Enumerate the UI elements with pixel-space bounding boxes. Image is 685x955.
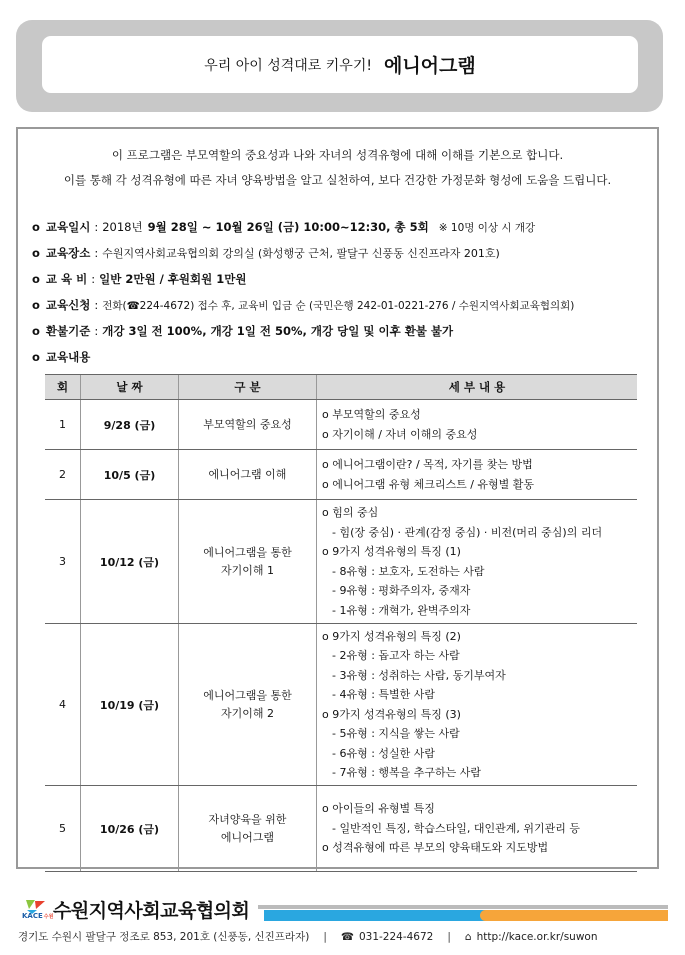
footer-stripe-gray [258,905,668,909]
detail-line: o 아이들의 유형별 특징 [322,802,435,816]
phone-icon: ☎ [340,930,354,943]
info-place [32,240,647,266]
detail-line: - 5유형 : 지식을 쌓는 사람 [332,727,460,740]
table-row [45,786,637,872]
row-category-line: 에니어그램을 통한 [203,545,292,559]
row-details [317,400,638,450]
logo-sub-text: 수원 [43,913,54,920]
intro-line-1: 이 프로그램은 부모역할의 중요성과 나와 자녀의 성격유형에 대해 이해를 기본으로 합니다. [111,148,564,162]
row-category [179,400,317,450]
title-subtitle: 우리 아이 성격대로 키우기! [204,57,372,74]
detail-line: - 9유형 : 평화주의자, 중재자 [332,584,471,597]
row-details [317,500,638,624]
table-row [45,450,637,500]
detail-line: - 7유형 : 행복을 추구하는 사람 [332,766,482,779]
info-bullet: o [32,298,40,312]
schedule-body [45,400,637,872]
org-name: 수원지역사회교육협의회 [53,900,250,922]
detail-line: o 에니어그램 유형 체크리스트 / 유형별 활동 [322,477,535,491]
info-place-value: 수원지역사회교육협의회 강의실 (화성행궁 근처, 팔달구 신풍동 신진프라자 201호) [102,247,500,260]
row-category-line: 자기이해 2 [221,706,274,720]
table-row [45,624,637,786]
table-row [45,500,637,624]
row-number: 2 [45,450,81,500]
row-number: 5 [45,786,81,872]
row-category-line: 에니어그램 [220,830,275,844]
info-period-year: 2018년 [102,220,143,234]
detail-line: o 9가지 성격유형의 특징 (1) [322,545,461,558]
row-details [317,786,638,872]
row-date: 10/5 (금) [81,450,179,500]
row-category-line: 자기이해 1 [221,563,274,577]
kace-logo-icon [22,898,54,922]
row-date: 9/28 (금) [81,400,179,450]
footer-separator: | [323,930,327,943]
header-no: 회 [45,375,81,400]
detail-line: o 자기이해 / 자녀 이해의 중요성 [322,427,478,441]
info-period [32,214,647,240]
detail-line: - 8유형 : 보호자, 도전하는 사람 [332,564,485,578]
info-apply [32,292,647,318]
info-bullet: o [32,272,40,286]
row-number: 1 [45,400,81,450]
detail-line: - 6유형 : 성실한 사람 [332,746,436,760]
detail-line: - 1유형 : 개혁가, 완벽주의자 [332,603,471,617]
footer-stripe-orange [480,910,668,921]
row-category-line: 에니어그램을 통한 [203,688,292,702]
detail-line: o 에니어그램이란? / 목적, 자기를 찾는 방법 [322,458,533,471]
info-content-label: 교육내용 [45,350,91,364]
info-bullet: o [32,350,40,364]
info-bullet: o [32,246,40,260]
row-category-line: 에니어그램 이해 [208,467,287,481]
row-category-line: 부모역할의 중요성 [203,417,292,431]
info-apply-value: 전화(☎224-4672) 접수 후, 교육비 입금 순 (국민은행 242-01-0221-276 / 수원지역사회교육협의회) [102,299,575,312]
footer-logo [23,896,249,923]
info-colon: : [94,220,99,234]
row-date: 10/26 (금) [81,786,179,872]
detail-line: o 9가지 성격유형의 특징 (3) [322,707,461,721]
title-banner [16,20,663,112]
info-content [32,344,647,370]
header-category: 구 분 [179,375,317,400]
title-main: 에니어그램 [383,55,476,77]
footer-address: 경기도 수원시 팔달구 정조로 853, 201호 (신풍동, 신진프라자) [18,931,310,943]
info-period-value: 9월 28일 ~ 10월 26일 (금) 10:00~12:30, 총 5회 [147,220,429,234]
table-row [45,400,637,450]
footer-website: http://kace.or.kr/suwon [476,930,598,943]
info-fee [32,266,647,292]
footer-separator: | [447,930,451,943]
schedule-header-row [45,375,637,400]
info-place-label: 교육장소 [45,246,91,260]
footer-contact [18,929,598,944]
info-period-label: 교육일시 [45,220,91,234]
info-apply-label: 교육신청 [45,298,91,312]
row-category [179,450,317,500]
detail-line: o 힘의 중심 [322,506,379,519]
info-period-note: ※ 10명 이상 시 개강 [438,221,536,234]
detail-line: o 9가지 성격유형의 특징 (2) [322,629,461,643]
title-box [42,36,638,93]
row-details [317,450,638,500]
row-category-line: 자녀양육을 위한 [208,812,287,826]
schedule-table [45,374,637,872]
info-refund [32,318,647,344]
detail-line: o 성격유형에 따른 부모의 양육태도와 지도방법 [322,841,549,855]
detail-line: - 2유형 : 돕고자 하는 사람 [332,649,460,662]
footer-phone: 031-224-4672 [358,930,434,943]
info-bullet: o [32,220,40,234]
info-colon: : [94,298,99,312]
detail-line: - 힘(장 중심) · 관계(감정 중심) · 비전(머리 중심)의 리더 [332,525,603,539]
header-date: 날 짜 [81,375,179,400]
intro-line-2: 이를 통해 각 성격유형에 따른 자녀 양육방법을 알고 실천하여, 보다 건강한 가정문화 형성에 도움을 드립니다. [63,173,612,187]
header-details: 세 부 내 용 [317,375,638,400]
row-category [179,624,317,786]
info-colon: : [91,272,96,286]
detail-line: - 4유형 : 특별한 사람 [332,688,436,701]
info-colon: : [94,324,99,338]
info-refund-value: 개강 3일 전 100%, 개강 1일 전 50%, 개강 당일 및 이후 환불 불가 [102,324,454,338]
row-number: 4 [45,624,81,786]
program-content-box [16,127,659,869]
row-category [179,786,317,872]
info-refund-label: 환불기준 [45,324,91,338]
info-fee-value: 일반 2만원 / 후원회원 1만원 [99,272,247,286]
row-details [317,624,638,786]
row-date: 10/12 (금) [81,500,179,624]
info-colon: : [94,246,99,260]
detail-line: o 부모역할의 중요성 [322,408,421,421]
logo-kace-text: KACE [22,911,43,920]
row-number: 3 [45,500,81,624]
detail-line: - 일반적인 특징, 학습스타일, 대인관계, 위기관리 등 [332,821,580,835]
detail-line: - 3유형 : 성취하는 사람, 동기부여자 [332,668,506,682]
intro-text [18,143,657,193]
info-fee-label: 교 육 비 [45,272,88,286]
footer-stripe-blue [264,910,486,921]
info-bullet: o [32,324,40,338]
info-list [32,214,647,370]
row-category [179,500,317,624]
website-icon: ⌂ [464,930,472,943]
row-date: 10/19 (금) [81,624,179,786]
